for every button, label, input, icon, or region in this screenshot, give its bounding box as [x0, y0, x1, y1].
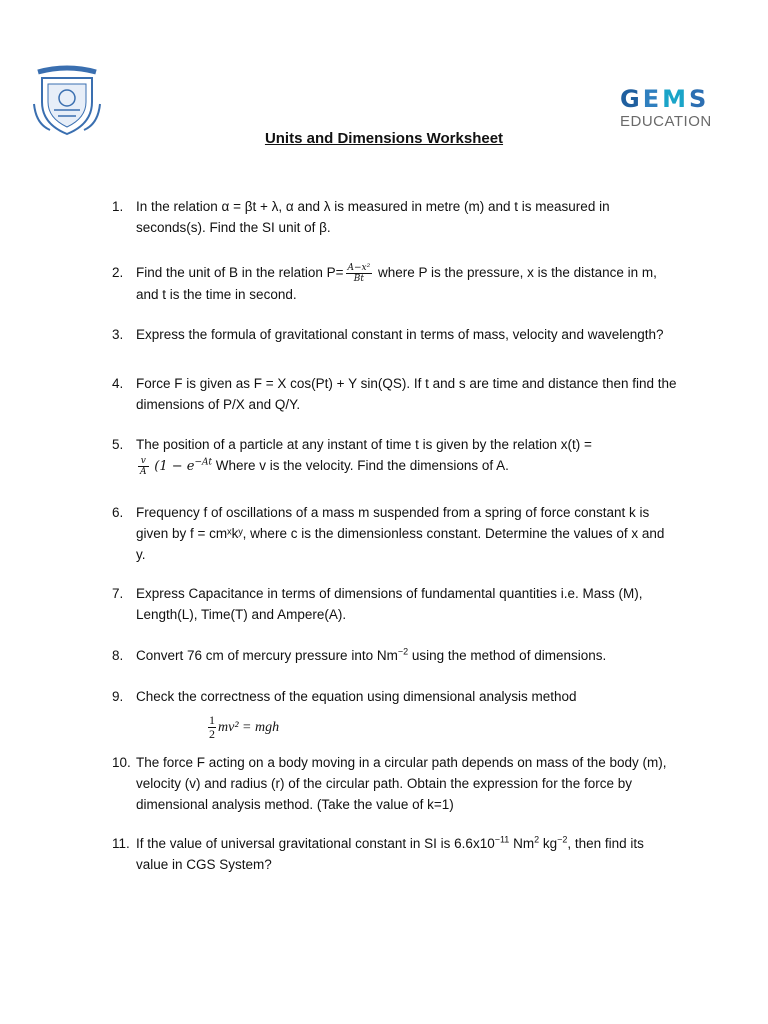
question-8: 8. Convert 76 cm of mercury pressure into $Nm^{-2}$ using the method of dimensions.: [112, 646, 607, 663]
school-crest-logo: [30, 64, 104, 138]
question-4: 4. Force F is given as F = X cos(Pt) + Y sin(QS). If t and s are time and distance then find the dimensions of P/X and Q/Y.: [112, 376, 677, 412]
question-5: 5. The position of a particle at any instant of time t is given by the relation x(t) = $\frac{v}{A}$ ($1 - e^{-At}$ Where v is the velocity. Find the dimensions of A.: [112, 437, 592, 477]
equation-kinetic-potential: 1 2 mv² = mgh: [209, 713, 280, 741]
fraction: $\frac{\text{A−x²}}{Bt}$: [347, 262, 371, 284]
gems-wordmark: G E M S: [620, 85, 707, 113]
question-3: 3. Express the formula of gravitational constant in terms of mass, velocity and wavelength?: [112, 327, 664, 342]
question-1: 1. In the relation α = βt + λ, α and λ is measured in metre (m) and t is measured in seconds(s). Find the SI unit of β.: [112, 199, 610, 235]
worksheet-title: Units and Dimensions Worksheet: [264, 130, 504, 147]
question-10: 10. The force F acting on a body moving in a circular path depends on mass of the body (m), velocity (v) and radius (r) of the circular path. Obtain the expression for the force by dimensional analysis method. (Take the value of k=1): [112, 755, 667, 812]
question-6: 6. Frequency f of oscillations of a mass m suspended from a spring of force constant k is given by f = cmˣkʸ, where c is the dimensionless constant. Determine the values of x and y.: [112, 505, 665, 562]
question-2: 2. Find the unit of B in the relation P= $\frac{\text{A−x²}}{Bt}$ where P is the pressure, x is the distance in m, and t is the time in second.: [112, 262, 657, 302]
question-11: 11. If the value of universal gravitational constant in SI is $6.6x10^{-11}$ Nm$^2$ $kg^{-2}$, then find its value in CGS System?: [112, 834, 644, 872]
question-9: 9. Check the correctness of the equation using dimensional analysis method: [112, 689, 577, 704]
fraction: $\frac{v}{A}$: [140, 455, 147, 477]
question-7: 7. Express Capacitance in terms of dimensions of fundamental quantities i.e. Mass (M), Length(L), Time(T) and Ampere(A).: [112, 586, 643, 622]
gems-subtitle: EDUCATION: [620, 113, 712, 130]
gems-education-logo: [620, 86, 720, 130]
exponent-expression: ($1 - e^{-At}$: [154, 457, 212, 474]
